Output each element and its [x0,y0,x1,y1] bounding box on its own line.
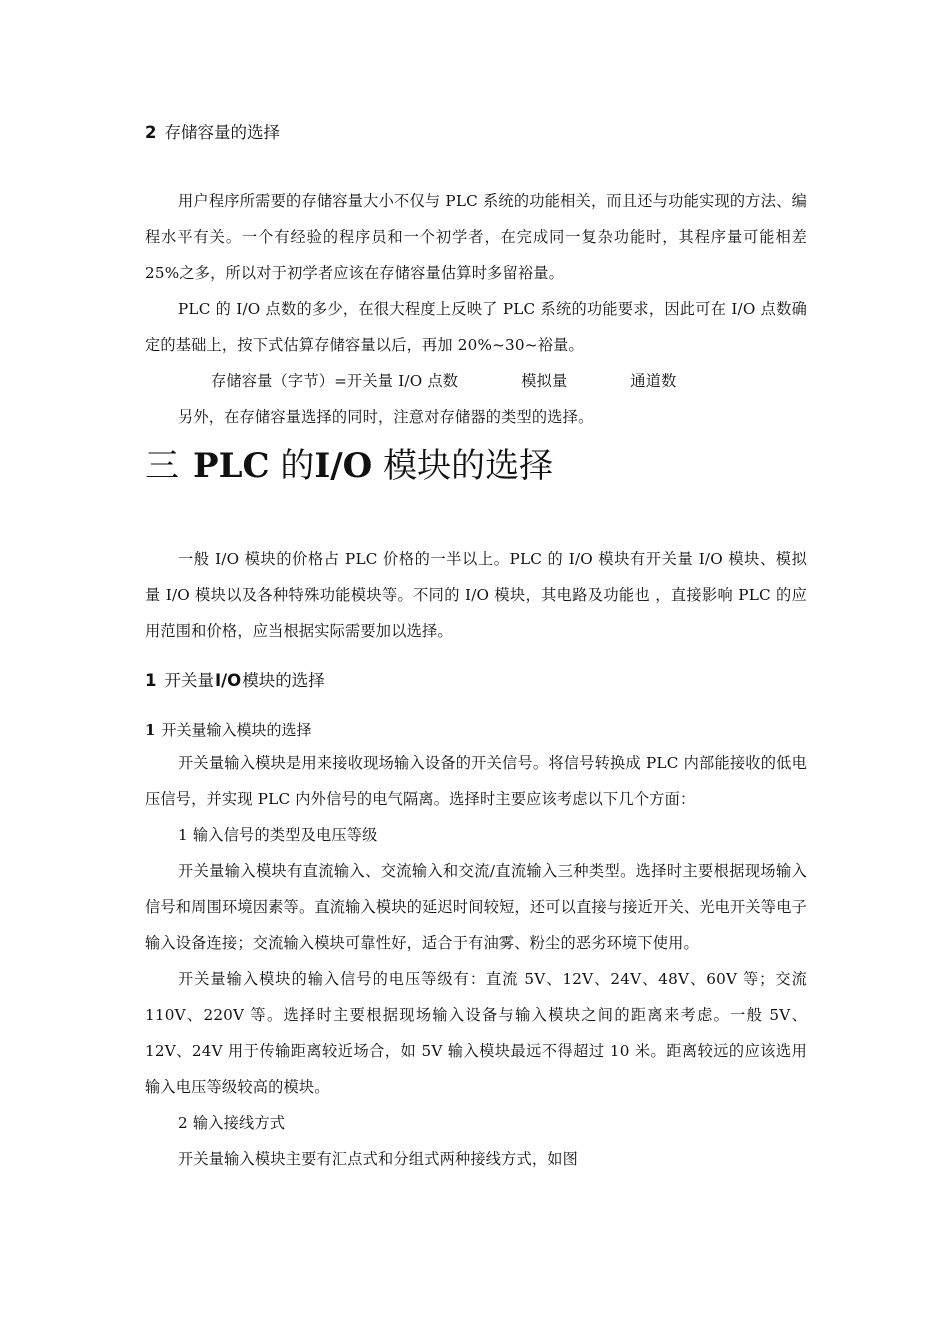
formula [145,363,807,399]
chapter-title-io: I/O [314,446,373,486]
paragraph: 开关量输入模块的输入信号的电压等级有：直流 5V、12V、24V、48V、60V 等；交流 110V、220V 等。选择时主要根据现场输入设备与输入模块之间的距离来考虑。一般 5V、12V、24V 用于传输距离较近场合，如 5V 输入模块最远不得超过 10 米。距离较远的应该选用输入电压等级较高的模块。 [145,970,807,1096]
section-number: 2 [145,123,157,142]
section-title-pre: 开关量 [164,671,214,690]
chapter-title-of: 的 [280,446,315,486]
paragraph: 开关量输入模块有直流输入、交流输入和交流/直流输入三种类型。选择时主要根据现场输入信号和周围环境因素等。直流输入模块的延迟时间较短，还可以直接与接近开关、光电开关等电子输入设备连接；交流输入模块可靠性好，适合于有油雾、粉尘的恶劣环境下使用。 [145,862,807,952]
chapter-title-rest: 模块的选择 [383,446,554,486]
section-number: 1 [145,671,157,690]
section-heading-digital-io [145,671,807,691]
subsection-number: 1 [145,721,156,739]
paragraph: 一般 I/O 模块的价格占 PLC 价格的一半以上。PLC 的 I/O 模块有开关量 I/O 模块、模拟量 I/O 模块以及各种特殊功能模块等。不同的 I/O 模块，其电路及功能也 ，直接影响 PLC 的应用范围和价格，应当根据实际需要加以选择。 [145,550,807,640]
paragraph: 用户程序所需要的存储容量大小不仅与 PLC 系统的功能相关，而且还与功能实现的方法、编程水平有关。一个有经验的程序员和一个初学者，在完成同一复杂功能时，其程序量可能相差 25%之多，所以对于初学者应该在存储容量估算时多留裕量。 [145,192,807,282]
section-title: 存储容量的选择 [164,123,280,142]
chapter-heading [145,445,807,487]
subsection-title: 开关量输入模块的选择 [161,721,312,739]
paragraph: PLC 的 I/O 点数的多少，在很大程度上反映了 PLC 系统的功能要求，因此可在 I/O 点数确定的基础上，按下式估算存储容量以后，再加 20%~30~裕量。 [145,300,807,354]
section-heading-storage [145,123,807,143]
formula-right: 通道数 [630,372,677,390]
document-page [145,118,807,1177]
list-item: 2 输入接线方式 [178,1114,286,1132]
paragraph: 开关量输入模块是用来接收现场输入设备的开关信号。将信号转换成 PLC 内部能接收的低电压信号，并实现 PLC 内外信号的电气隔离。选择时主要应该考虑以下几个方面： [145,754,807,808]
subsection-heading [145,719,807,741]
paragraph: 另外，在存储容量选择的同时，注意对存储器的类型的选择。 [178,408,594,426]
chapter-title-plc: PLC [193,446,270,486]
section-title-post: 模块的选择 [242,671,325,690]
formula-mid: 模拟量 [521,372,568,390]
formula-left: 存储容量（字节）=开关量 I/O 点数 [211,372,459,390]
list-item: 1 输入信号的类型及电压等级 [178,826,378,844]
paragraph: 开关量输入模块主要有汇点式和分组式两种接线方式，如图 [178,1150,579,1168]
section-title-io: I/O [214,671,242,690]
chapter-number: 三 [145,446,179,486]
